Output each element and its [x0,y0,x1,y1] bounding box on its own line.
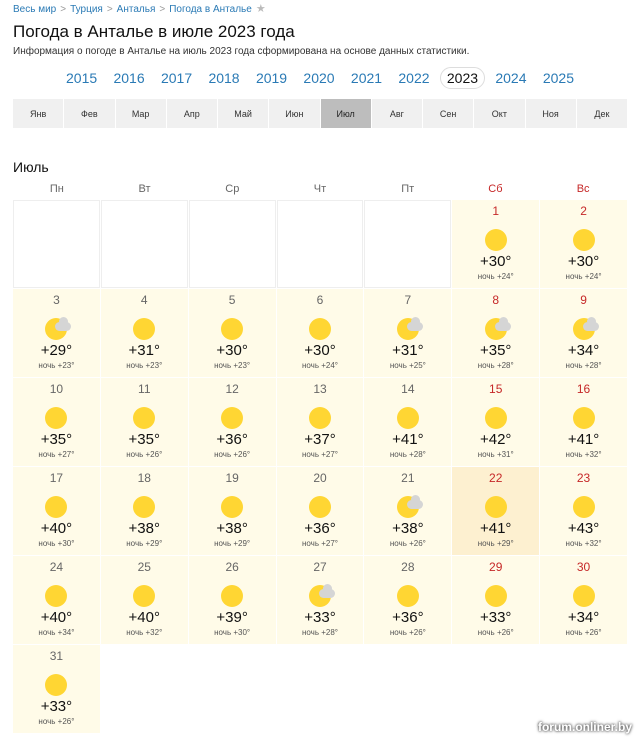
day-cell[interactable] [101,467,188,555]
day-cell[interactable] [13,645,100,733]
day-cell[interactable] [452,200,539,288]
sun-cloud-icon [307,584,333,608]
night-temperature: ночь +27° [38,450,75,459]
day-cell[interactable] [101,378,188,466]
day-number: 6 [316,293,324,307]
year-link-2018[interactable]: 2018 [208,70,240,86]
day-cell[interactable] [277,289,364,377]
day-number: 30 [576,560,591,574]
day-cell[interactable] [189,556,276,644]
sun-icon [395,584,421,608]
night-temperature: ночь +29° [477,539,514,548]
weekday-label: Пн [49,183,64,195]
night-temperature: ночь +30° [214,628,251,637]
sun-icon [571,495,597,519]
night-temperature: ночь +34° [38,628,75,637]
day-temperature: +38° [128,520,160,537]
day-number: 29 [489,560,503,574]
day-temperature: +33° [304,609,336,626]
day-temperature: +36° [304,520,336,537]
sun-icon [131,406,157,430]
sun-icon [131,317,157,341]
day-cell[interactable] [189,467,276,555]
night-temperature: ночь +23° [38,361,75,370]
sun-icon [131,584,157,608]
empty-day-cell [189,200,276,288]
page-title: Погода в Анталье в июле 2023 года [13,22,295,41]
sun-cloud-icon [483,317,509,341]
day-number: 11 [138,382,151,396]
day-number: 27 [313,560,327,574]
day-number: 5 [228,293,236,307]
day-number: 25 [137,560,151,574]
day-temperature: +35° [40,431,73,448]
day-number: 28 [401,560,415,574]
weekday-label: Сб [488,183,503,195]
night-temperature: ночь +24° [565,272,602,281]
sun-icon [571,228,597,252]
day-cell[interactable] [540,289,627,377]
day-number: 9 [580,293,587,307]
year-link-2022[interactable]: 2022 [398,70,430,86]
month-tab-3[interactable]: Мар [116,99,166,128]
month-tab-12[interactable]: Дек [577,99,627,128]
year-link-2025[interactable]: 2025 [542,70,574,86]
sun-icon [483,495,509,519]
day-number: 23 [576,471,591,485]
night-temperature: ночь +32° [565,539,602,548]
night-temperature: ночь +27° [301,539,338,548]
night-temperature: ночь +28° [477,361,514,370]
sun-icon [307,495,333,519]
night-temperature: ночь +27° [301,450,338,459]
day-number: 1 [492,204,500,218]
sun-icon [307,406,333,430]
day-number: 18 [137,471,151,485]
sun-icon [219,406,245,430]
day-temperature: +40° [40,520,73,537]
month-tab-1[interactable]: Янв [13,99,63,128]
day-cell[interactable] [13,556,100,644]
day-cell[interactable] [364,289,451,377]
breadcrumb-link[interactable]: Турция [70,4,103,15]
day-cell[interactable] [13,467,100,555]
sun-icon [571,584,597,608]
breadcrumb [13,2,266,15]
month-title: Июль [13,159,49,175]
day-cell[interactable] [13,289,100,377]
night-temperature: ночь +23° [126,361,163,370]
year-link-2021[interactable]: 2021 [350,70,383,86]
year-selector [60,64,580,92]
month-tab-11[interactable]: Ноя [526,99,576,128]
sun-icon [395,406,421,430]
day-temperature: +36° [216,431,248,448]
month-tab-2[interactable]: Фев [64,99,114,128]
day-number: 12 [225,382,239,396]
night-temperature: ночь +29° [126,539,163,548]
year-link-2016[interactable]: 2016 [113,70,145,86]
day-cell[interactable] [452,556,539,644]
day-number: 20 [313,471,327,485]
breadcrumb-separator: > [159,4,166,15]
sun-icon [483,228,509,252]
night-temperature: ночь +31° [477,450,514,459]
day-number: 2 [580,204,587,218]
day-cell[interactable] [452,289,539,377]
day-temperature: +40° [40,609,73,626]
day-temperature: +33° [40,698,73,715]
year-link-2019[interactable]: 2019 [255,70,288,86]
day-number: 8 [492,293,500,307]
day-cell[interactable] [540,556,627,644]
breadcrumb-link[interactable]: Весь мир [13,4,57,15]
sun-icon [483,406,509,430]
day-cell[interactable] [101,556,188,644]
day-temperature: +37° [304,431,336,448]
day-temperature: +42° [479,431,512,448]
watermark: forum.onliner.by [537,720,632,734]
night-temperature: ночь +28° [389,450,426,459]
day-number: 10 [49,382,64,396]
day-cell[interactable] [364,556,451,644]
day-temperature: +36° [392,609,424,626]
month-tab-9[interactable]: Сен [423,99,473,128]
year-link-2024[interactable]: 2024 [495,70,527,86]
day-cell[interactable] [540,200,627,288]
night-temperature: ночь +26° [389,539,426,548]
weekday-label: Чт [313,183,327,195]
day-temperature: +35° [128,431,160,448]
day-number: 14 [401,382,415,396]
day-number: 31 [49,649,64,663]
day-number: 24 [49,560,64,574]
calendar-grid [13,200,627,733]
breadcrumb-separator: > [60,4,67,15]
day-number: 15 [489,382,503,396]
night-temperature: ночь +26° [38,717,75,726]
night-temperature: ночь +26° [126,450,163,459]
sun-icon [219,584,245,608]
day-number: 7 [404,293,412,307]
day-temperature: +31° [392,342,424,359]
sun-icon [131,495,157,519]
empty-day-cell [101,200,188,288]
day-temperature: +41° [479,520,512,537]
day-cell[interactable] [277,467,364,555]
day-temperature: +38° [392,520,424,537]
day-temperature: +39° [216,609,248,626]
day-temperature: +41° [567,431,600,448]
month-tab-8[interactable]: Авг [372,99,422,128]
day-cell[interactable] [540,467,627,555]
day-number: 16 [576,382,591,396]
sun-icon [483,584,509,608]
month-selector [13,99,627,128]
weekday-label: Вт [138,183,151,195]
day-cell[interactable] [364,467,451,555]
favorite-star-icon[interactable]: ★ [255,3,266,15]
night-temperature: ночь +32° [565,450,602,459]
day-temperature: +34° [567,342,600,359]
night-temperature: ночь +29° [214,539,251,548]
day-cell[interactable] [13,378,100,466]
year-link-2023[interactable]: 2023 [440,67,485,89]
day-cell[interactable] [364,378,451,466]
sun-cloud-icon [395,317,421,341]
day-temperature: +31° [128,342,160,359]
day-number: 3 [53,293,60,307]
night-temperature: ночь +24° [477,272,514,281]
day-temperature: +38° [216,520,248,537]
month-tab-7[interactable]: Июл [321,99,371,128]
day-temperature: +43° [567,520,600,537]
year-link-2020[interactable]: 2020 [303,70,335,86]
day-number: 19 [225,471,239,485]
day-number: 17 [49,471,64,485]
sun-cloud-icon [395,495,421,519]
month-tab-5[interactable]: Май [218,99,268,128]
day-temperature: +33° [479,609,512,626]
sun-icon [43,495,69,519]
sun-icon [571,406,597,430]
day-temperature: +30° [479,253,512,270]
day-number: 13 [313,382,327,396]
breadcrumb-link[interactable]: Погода в Анталье [169,4,252,15]
weekday-label: Ср [225,183,240,195]
day-temperature: +30° [216,342,248,359]
sun-icon [43,406,69,430]
day-temperature: +35° [479,342,512,359]
day-number: 4 [140,293,148,307]
sun-icon [43,584,69,608]
night-temperature: ночь +28° [565,361,602,370]
weekday-label: Вс [576,183,590,195]
day-cell[interactable] [189,378,276,466]
day-cell[interactable] [452,467,539,555]
month-tab-4[interactable]: Апр [167,99,217,128]
month-tab-10[interactable]: Окт [474,99,524,128]
day-cell[interactable] [101,289,188,377]
night-temperature: ночь +23° [214,361,251,370]
night-temperature: ночь +26° [389,628,426,637]
night-temperature: ночь +26° [214,450,251,459]
day-cell[interactable] [189,289,276,377]
month-tab-6[interactable]: Июн [269,99,319,128]
night-temperature: ночь +25° [389,361,426,370]
day-temperature: +30° [567,253,600,270]
night-temperature: ночь +26° [477,628,514,637]
weekday-label: Пт [401,183,415,195]
empty-day-cell [13,200,100,288]
day-cell[interactable] [277,378,364,466]
day-temperature: +34° [567,609,600,626]
night-temperature: ночь +26° [565,628,602,637]
breadcrumb-separator: > [106,4,113,15]
year-link-2017[interactable]: 2017 [160,70,193,86]
sun-icon [219,317,245,341]
sun-cloud-icon [43,317,69,341]
night-temperature: ночь +32° [126,628,163,637]
night-temperature: ночь +30° [38,539,75,548]
night-temperature: ночь +24° [301,361,338,370]
day-temperature: +29° [40,342,73,359]
sun-cloud-icon [571,317,597,341]
empty-day-cell [364,200,451,288]
year-link-2015[interactable]: 2015 [66,70,98,86]
day-cell[interactable] [452,378,539,466]
day-number: 26 [225,560,239,574]
night-temperature: ночь +28° [301,628,338,637]
day-temperature: +30° [304,342,336,359]
sun-icon [219,495,245,519]
day-cell[interactable] [277,556,364,644]
breadcrumb-link[interactable]: Анталья [116,4,156,15]
sun-icon [43,673,69,697]
day-temperature: +40° [128,609,160,626]
day-cell[interactable] [540,378,627,466]
weekday-header [13,183,627,195]
day-temperature: +41° [392,431,424,448]
day-number: 21 [401,471,415,485]
day-number: 22 [489,471,503,485]
empty-day-cell [277,200,364,288]
page-subtitle: Информация о погоде в Анталье на июль 2023 года сформирована на основе данных статистики. [13,46,470,57]
sun-icon [307,317,333,341]
